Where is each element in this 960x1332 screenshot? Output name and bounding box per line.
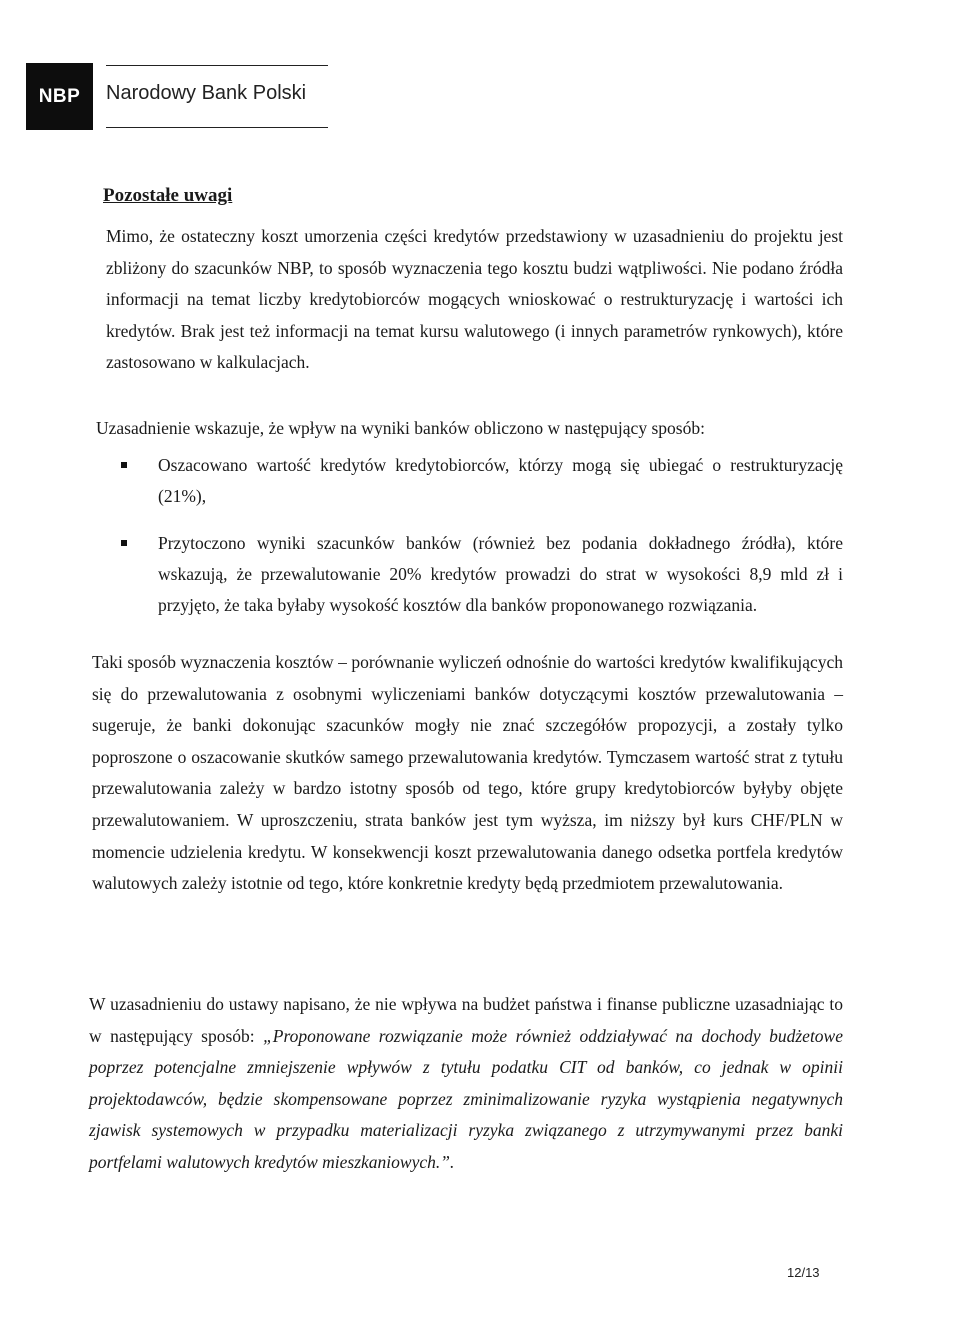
paragraph-budget-intro: W uzasadnieniu do ustawy napisano, że nie wpływa na budżet państwa i finanse publiczne uzasadniając to w następujący sposób: — [89, 994, 843, 1046]
paragraph-budget — [89, 989, 843, 1179]
paragraph-remarks: Mimo, że ostateczny koszt umorzenia części kredytów przedstawiony w uzasadnieniu do projektu jest zbliżony do szacunków NBP, to sposób wyznaczenia tego kosztu budzi wątpliwości. Nie podano źródła informacji na temat liczby kredytobiorców mogących wnioskować o restrukturyzację i wartości ich kredytów. Brak jest też informacji na temat kursu walutowego (i innych parametrów rynkowych), które zastosowano w kalkulacjach. — [106, 226, 843, 373]
nbp-logo-text: NBP — [38, 85, 81, 107]
paragraph-cost-method: Taki sposób wyznaczenia kosztów – porównanie wyliczeń odnośnie do wartości kredytów kwalifikujących się do przewalutowania z osobnymi wyliczeniami banków dotyczącymi kosztów przewalutowania – sugeruje, że banki dokonując szacunków mogły nie znać szczegółów propozycji, a zostały tylko poproszone o oszacowanie skutków samego przewalutowania kredytów. Tymczasem wartość strat z tytułu przewalutowania zależy w bardzo istotny sposób od tego, które grupy kredytobiorców byłyby objęte przewalutowaniem. W uproszczeniu, strata banków jest tym wyższa, im niższy był kurs CHF/PLN w momencie udzielenia kredytu. W konsekwencji koszt przewalutowania danego odsetka portfela kredytów walutowych zależy istotnie od tego, które konkretnie kredyty będą przedmiotem przewalutowania. — [92, 652, 843, 894]
nbp-logo — [26, 63, 93, 130]
list-item — [118, 528, 843, 621]
bullet-icon — [121, 462, 127, 468]
paragraph-justification: Uzasadnienie wskazuje, że wpływ na wyniki banków obliczono w następujący sposób: — [96, 418, 705, 438]
list-item-text: Przytoczono wyniki szacunków banków (również bez podania dokładnego źródła), które wskazują, że przewalutowanie 20% kredytów prowadzi do strat w wysokości 8,9 mld zł i przyjęto, że taka byłaby wysokość kosztów dla banków proponowanego rozwiązania. — [158, 533, 843, 615]
list-item — [118, 450, 843, 512]
paragraph-budget-quote: „Proponowane rozwiązanie może również oddziaływać na dochody budżetowe poprzez potencjalne zmniejszenie wpływów z tytułu podatku CIT od banków, co jednak w opinii projektodawców, będzie skompensowane poprzez zminimalizowanie ryzyka wystąpienia negatywnych zjawisk systemowych w przypadku materializacji ryzyka związanego z utrzymywanymi przez banki portfelami walutowych kredytów mieszkaniowych.”. — [89, 1025, 843, 1172]
header-rule-bottom — [106, 127, 328, 128]
bank-name: Narodowy Bank Polski — [106, 82, 307, 104]
list-item-text: Oszacowano wartość kredytów kredytobiorców, którzy mogą się ubiegać o restrukturyzację (21%), — [158, 455, 843, 506]
page-number: 12/13 — [787, 1265, 820, 1280]
header-rule-top — [106, 65, 328, 66]
section-title: Pozostałe uwagi — [103, 185, 233, 206]
bullet-list — [118, 450, 843, 637]
bullet-icon — [121, 540, 127, 546]
